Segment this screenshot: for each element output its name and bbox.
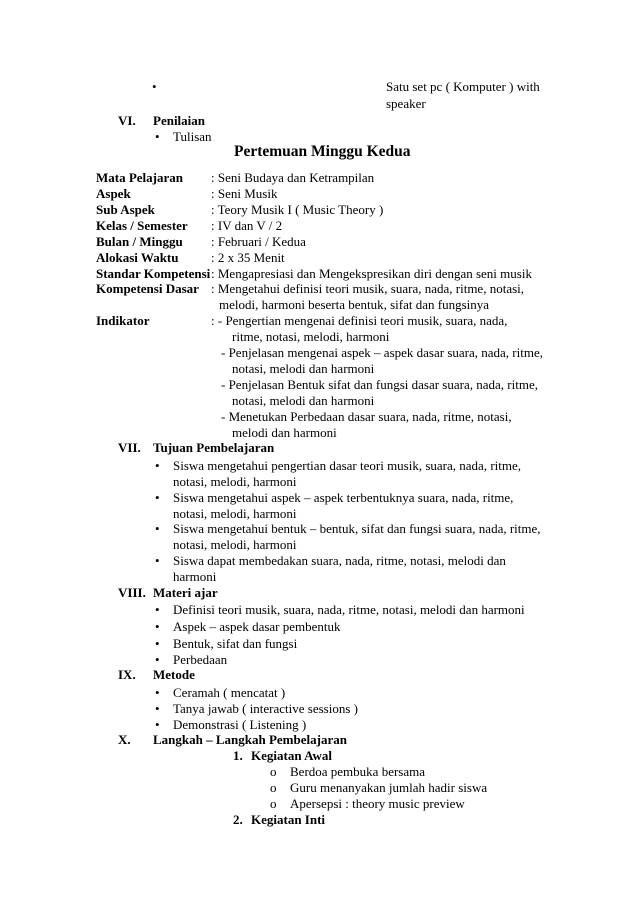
bullet-marker [155,490,160,506]
bullet-marker [155,129,160,145]
section-vi-heading: Penilaian [153,113,206,128]
step-title: Kegiatan Inti [251,812,326,827]
bullet-marker [155,458,160,474]
bullet-marker [155,553,160,569]
list-item: Tanya jawab ( interactive sessions ) [173,701,358,716]
info-label: Mata Pelajaran [96,170,184,185]
indikator-item-cont: notasi, melodi dan harmoni [232,393,375,408]
bullet-marker [155,636,160,652]
info-label: Indikator [96,313,150,328]
bullet-marker [152,79,157,95]
info-value: : - Pengertian mengenai definisi teori musik, suara, nada, [211,313,508,328]
info-label: Sub Aspek [96,202,155,217]
bullet-marker [155,701,160,717]
list-item-cont: harmoni [173,569,217,584]
info-label: Kompetensi Dasar [96,281,199,296]
info-label: Alokasi Waktu [96,250,179,265]
sub-bullet-marker: o [270,764,277,779]
list-item: Bentuk, sifat dan fungsi [173,636,298,651]
bullet-marker [155,717,160,733]
list-item-cont: notasi, melodi, harmoni [173,506,297,521]
sub-list-item: Apersepsi : theory music preview [290,796,465,811]
list-item: Siswa mengetahui bentuk – bentuk, sifat dan fungsi suara, nada, ritme, [173,521,541,536]
indikator-item: - Penjelasan mengenai aspek – aspek dasar suara, nada, ritme, [221,345,543,360]
section-ix-number: IX. [118,667,136,682]
sub-bullet-marker: o [270,796,277,811]
page-title: Pertemuan Minggu Kedua [234,143,411,160]
section-viii-number: VIII. [118,585,146,600]
list-item: Demonstrasi ( Listening ) [173,717,307,732]
list-item-cont: notasi, melodi, harmoni [173,537,297,552]
bullet-marker [155,685,160,701]
list-item: Ceramah ( mencatat ) [173,685,286,700]
info-value: : IV dan V / 2 [211,218,283,233]
info-value-cont: melodi, harmoni beserta bentuk, sifat dan fungsinya [219,297,490,312]
list-item-cont: notasi, melodi, harmoni [173,474,297,489]
section-vi-item: Tulisan [173,129,212,144]
section-x-number: X. [118,732,131,747]
sub-list-item: Guru menanyakan jumlah hadir siswa [290,780,488,795]
step-number: 2. [233,812,243,827]
top-item-line2: speaker [386,96,426,111]
section-vii-number: VII. [118,440,141,455]
info-value: : 2 x 35 Menit [211,250,285,265]
info-label: Kelas / Semester [96,218,188,233]
info-label: Bulan / Minggu [96,234,183,249]
bullet-marker [155,652,160,668]
info-label: Aspek [96,186,131,201]
bullet-marker [155,521,160,537]
step-number: 1. [233,748,243,763]
indikator-item-cont: notasi, melodi dan harmoni [232,361,375,376]
indikator-item: - Menetukan Perbedaan dasar suara, nada, ritme, notasi, [221,409,512,424]
step-title: Kegiatan Awal [251,748,333,763]
info-value: : Seni Budaya dan Ketrampilan [211,170,375,185]
info-value: : Mengetahui definisi teori musik, suara, nada, ritme, notasi, [211,281,525,296]
bullet-marker [155,602,160,618]
list-item: Aspek – aspek dasar pembentuk [173,619,341,634]
sub-list-item: Berdoa pembuka bersama [290,764,426,779]
info-value: : Februari / Kedua [211,234,306,249]
list-item: Definisi teori musik, suara, nada, ritme, notasi, melodi dan harmoni [173,602,525,617]
list-item: Siswa mengetahui pengertian dasar teori musik, suara, nada, ritme, [173,458,522,473]
section-x-heading: Langkah – Langkah Pembelajaran [153,732,347,747]
indikator-item-cont: melodi dan harmoni [232,425,337,440]
sub-bullet-marker: o [270,780,277,795]
info-value-cont: ritme, notasi, melodi, harmoni [232,329,390,344]
bullet-marker [155,619,160,635]
list-item: Perbedaan [173,652,228,667]
info-value: : Mengapresiasi dan Mengekspresikan diri dengan seni musik [211,266,532,281]
section-vii-heading: Tujuan Pembelajaran [153,440,275,455]
info-value: : Teory Musik I ( Music Theory ) [211,202,384,217]
list-item: Siswa dapat membedakan suara, nada, ritme, notasi, melodi dan [173,553,506,568]
info-value: : Seni Musik [211,186,278,201]
list-item: Siswa mengetahui aspek – aspek terbentuknya suara, nada, ritme, [173,490,514,505]
info-label: Standar Kompetensi [96,266,211,281]
top-item-line1: Satu set pc ( Komputer ) with [386,79,540,94]
section-ix-heading: Metode [153,667,195,682]
section-viii-heading: Materi ajar [153,585,218,600]
section-vi-number: VI. [118,113,136,128]
indikator-item: - Penjelasan Bentuk sifat dan fungsi dasar suara, nada, ritme, [221,377,538,392]
